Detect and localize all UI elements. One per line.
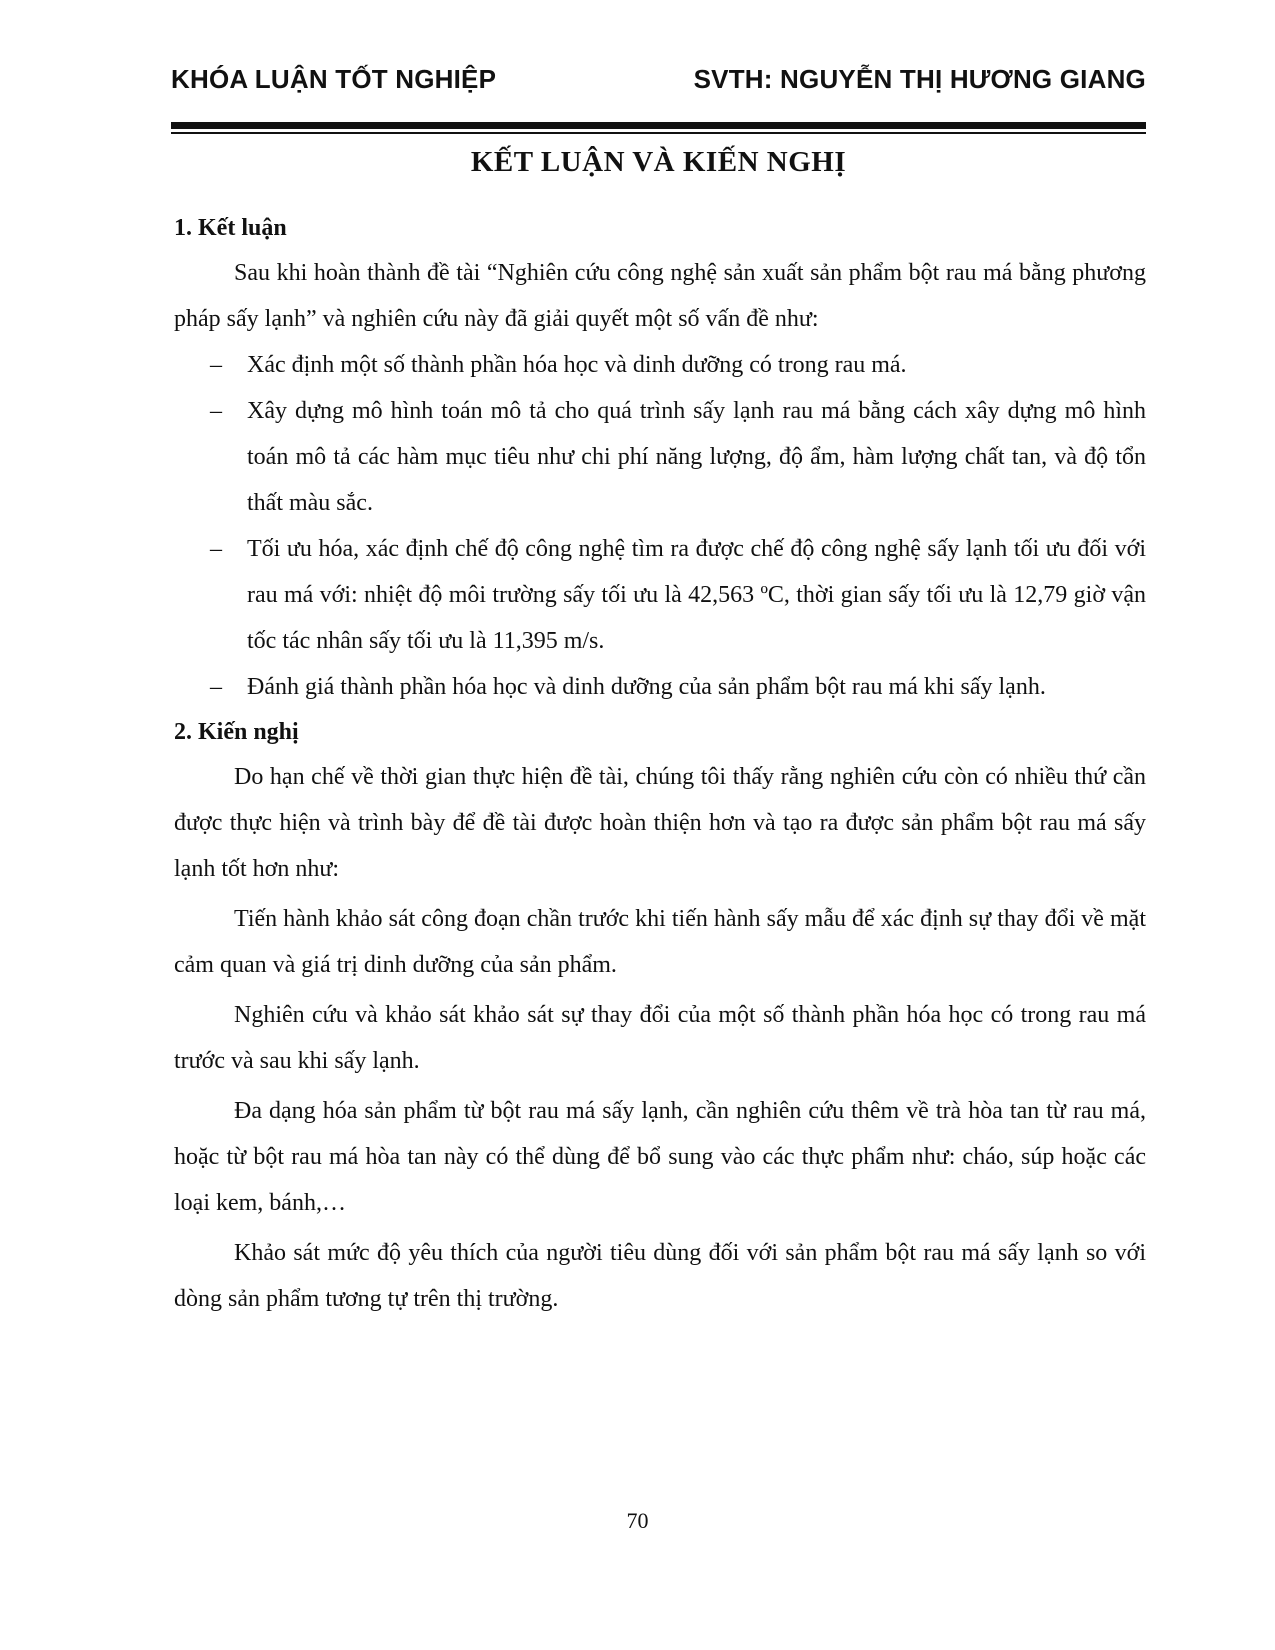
header-thesis-label: KHÓA LUẬN TỐT NGHIỆP	[171, 64, 497, 94]
dash-bullet-icon: –	[210, 398, 222, 424]
list-item-text: Xác định một số thành phần hóa học và dinh dưỡng có trong rau má.	[247, 352, 907, 378]
section-heading-conclusion: 1. Kết luận	[174, 215, 287, 241]
header-rule-thick	[171, 122, 1146, 129]
page-header	[171, 64, 1146, 95]
recommendation-paragraph: Đa dạng hóa sản phẩm từ bột rau má sấy lạnh, cần nghiên cứu thêm về trà hòa tan từ rau má, hoặc từ bột rau má hòa tan này có thể dùng để bổ sung vào các thực phẩm như: cháo, súp hoặc các loại kem, bánh,…	[174, 1098, 1146, 1216]
list-item-text: Xây dựng mô hình toán mô tả cho quá trình sấy lạnh rau má bằng cách xây dựng mô hình toán mô tả các hàm mục tiêu như chi phí năng lượng, độ ẩm, hàm lượng chất tan, và độ tổn thất màu sắc.	[247, 398, 1146, 516]
dash-bullet-icon: –	[210, 674, 222, 700]
list-item	[174, 526, 1146, 664]
list-item-text: Đánh giá thành phần hóa học và dinh dưỡng của sản phẩm bột rau má khi sấy lạnh.	[247, 674, 1046, 700]
header-student-name: SVTH: NGUYỄN THỊ HƯƠNG GIANG	[693, 64, 1146, 94]
list-item-text: Tối ưu hóa, xác định chế độ công nghệ tìm ra được chế độ công nghệ sấy lạnh tối ưu đối với rau má với: nhiệt độ môi trường sấy tối ưu là 42,563 ºC, thời gian sấy tối ưu là 12,79 giờ vận tốc tác nhân sấy tối ưu là 11,395 m/s.	[247, 536, 1146, 654]
recommendation-paragraph: Do hạn chế về thời gian thực hiện đề tài, chúng tôi thấy rằng nghiên cứu còn có nhiều thứ cần được thực hiện và trình bày để đề tài được hoàn thiện hơn và tạo ra được sản phẩm bột rau má sấy lạnh tốt hơn như:	[174, 764, 1146, 882]
page-title: KẾT LUẬN VÀ KIẾN NGHỊ	[470, 146, 847, 178]
recommendation-paragraph: Nghiên cứu và khảo sát khảo sát sự thay đổi của một số thành phần hóa học có trong rau má trước và sau khi sấy lạnh.	[174, 1002, 1146, 1074]
header-rule-thin	[171, 132, 1146, 134]
dash-bullet-icon: –	[210, 352, 222, 378]
conclusion-bullet-list	[174, 342, 1146, 710]
section-heading-recommendation: 2. Kiến nghị	[174, 719, 299, 745]
page-number: 70	[626, 1508, 649, 1533]
dash-bullet-icon: –	[210, 536, 222, 562]
list-item	[174, 388, 1146, 526]
list-item	[174, 342, 1146, 388]
recommendation-paragraph: Khảo sát mức độ yêu thích của người tiêu dùng đối với sản phẩm bột rau má sấy lạnh so với dòng sản phẩm tương tự trên thị trường.	[174, 1240, 1146, 1312]
recommendation-paragraph: Tiến hành khảo sát công đoạn chần trước khi tiến hành sấy mẫu để xác định sự thay đổi về mặt cảm quan và giá trị dinh dưỡng của sản phẩm.	[174, 906, 1146, 978]
conclusion-intro-paragraph: Sau khi hoàn thành đề tài “Nghiên cứu công nghệ sản xuất sản phẩm bột rau má bằng phương pháp sấy lạnh” và nghiên cứu này đã giải quyết một số vấn đề như:	[174, 260, 1146, 332]
list-item	[174, 664, 1146, 710]
document-body	[174, 206, 1146, 1322]
